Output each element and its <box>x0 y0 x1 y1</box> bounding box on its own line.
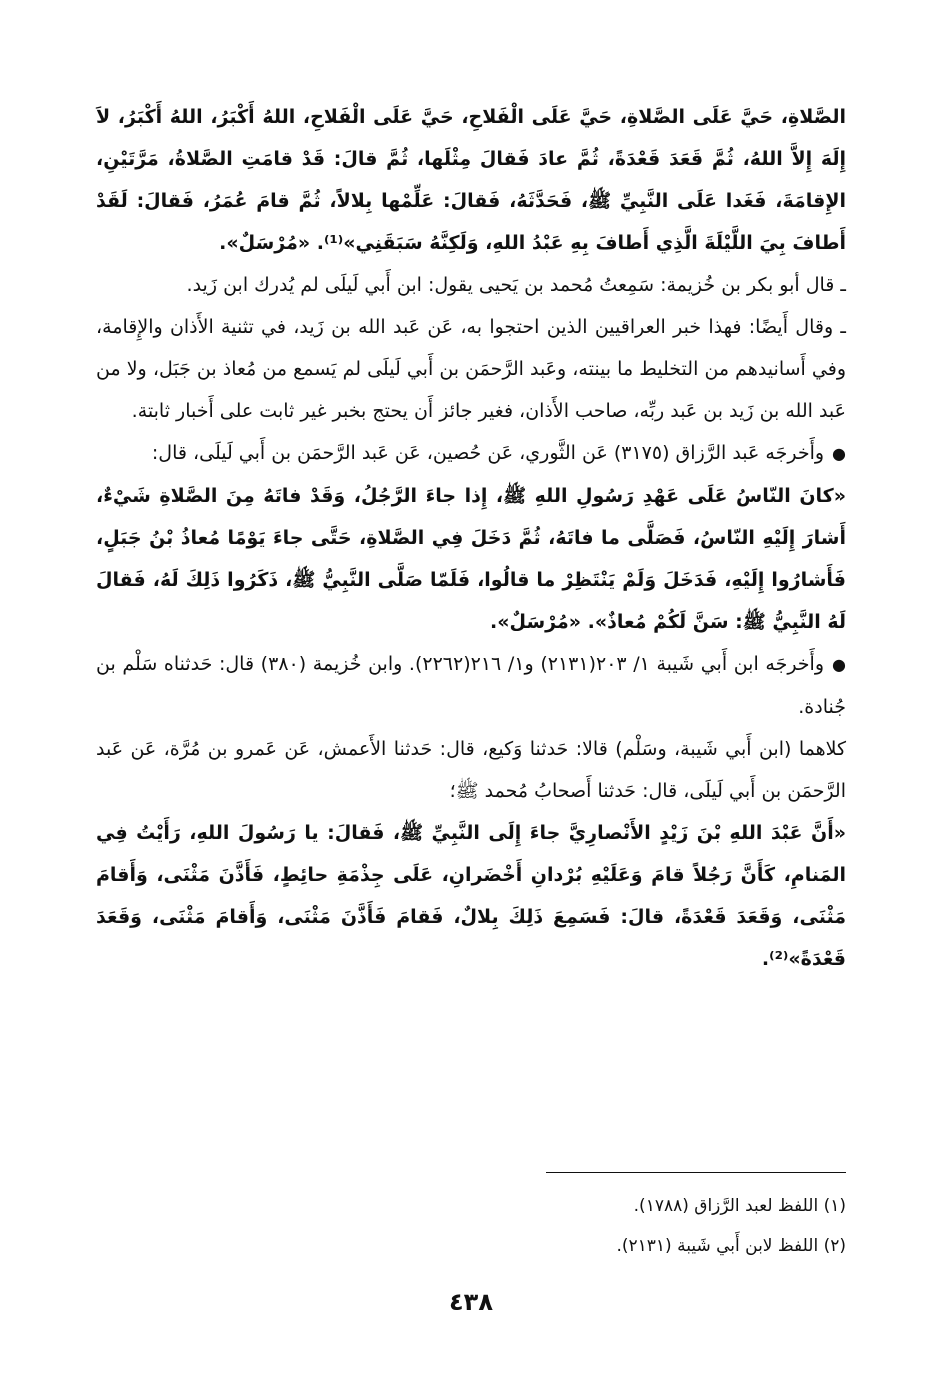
takhrij-abd-al-razzaq-text: وأَخرجَه عَبد الرَّزاق (٣١٧٥) عَن الثَّوري، عَن حُصين، عَن عَبد الرَّحمَن بن أَبي لَيلَى، قال: <box>151 442 825 464</box>
footnotes <box>96 1186 846 1266</box>
takhrij-abd-al-razzaq <box>96 432 846 475</box>
footnote-2: (٢) اللفظ لابن أَبي شَيبة (٢١٣١). <box>616 1236 846 1256</box>
footnote-1: (١) اللفظ لعبد الرَّزاق (١٧٨٨). <box>633 1196 846 1216</box>
hadith-text-continuation: الصَّلاةِ، حَيَّ عَلَى الصَّلاةِ، حَيَّ عَلَى الْفَلاحِ، حَيَّ عَلَى الْفَلاحِ، اللهُ أَكْبَرُ، اللهُ أَكْبَرُ، لاَ إِلَهَ إِلاَّ اللهُ، ثُمَّ قَعَدَ قَعْدَةً، ثُمَّ عادَ فَقالَ مِثْلَها، ثُمَّ قالَ: قَدْ قامَتِ الصَّلاةُ، مَرَّتَيْنِ، الإِقامَةَ، فَغَدا عَلَى النَّبِيِّ ﷺ، فَحَدَّثَهُ، فَقالَ: عَلِّمْها بِلالاً، ثُمَّ قامَ عُمَرُ، فَقالَ: لَقَدْ أَطافَ بِيَ اللَّيْلَةَ الَّذِي أَطافَ بِهِ عَبْدُ اللهِ، وَلَكِنَّهُ سَبَقَنِي»⁽¹⁾. «مُرْسَلٌ». <box>96 106 846 254</box>
page-number: ٤٣٨ <box>449 1288 493 1316</box>
page-body <box>96 96 846 980</box>
isnad-text: كلاهما (ابن أَبي شَيبة، وسَلْم) قالا: حَدثنا وَكيع، قال: حَدثنا الأَعمش، عَن عَمرو بن مُرَّة، عَن عَبد الرَّحمَن بن أَبي لَيلَى، قال: حَدثنا أَصحابُ مُحمد ﷺ؛ <box>96 738 846 802</box>
footnote-divider <box>546 1172 846 1173</box>
commentary-ibn-khuzaymah-1: ـ قال أبو بكر بن خُزيمة: سَمِعتُ مُحمد بن يَحيى يقول: ابن أَبي لَيلَى لم يُدرك ابن زَيد. <box>186 274 846 296</box>
commentary-ibn-khuzaymah-2: ـ وقال أَيضًا: فهذا خبر العراقيين الذين احتجوا به، عَن عَبد الله بن زَيد، في تثنية الأَذان والإِقامة، وفي أَسانيدهم من التخليط ما بينته، وعَبد الرَّحمَن بن أَبي لَيلَى لم يَسمع من مُعاذ بن جَبَل، ولا من عَبد الله بن زَيد بن عَبد ربِّه، صاحب الأَذان، فغير جائز أَن يحتج بخبر غير ثابت على أَخبار ثابتة. <box>96 316 846 422</box>
takhrij-ibn-abi-shaybah <box>96 643 846 728</box>
takhrij-ibn-abi-shaybah-text: وأَخرجَه ابن أَبي شَيبة ١/ ٢٠٣(٢١٣١) و١/ ٢١٦(٢٢٦٢). وابن خُزيمة (٣٨٠) قال: حَدثناه سَلْم بن جُنادة. <box>96 653 846 718</box>
bullet-icon: ● <box>832 655 846 674</box>
bullet-icon: ● <box>832 444 846 463</box>
hadith-text-muadh: «كانَ النّاسُ عَلَى عَهْدِ رَسُولِ اللهِ ﷺ، إِذا جاءَ الرَّجُلُ، وَقَدْ فاتَهُ مِنَ الصَّلاةِ شَيْءٌ، أَشارَ إِلَيْهِ النّاسُ، فَصَلَّى ما فاتَهُ، ثُمَّ دَخَلَ فِي الصَّلاةِ، حَتَّى جاءَ يَوْمًا مُعاذُ بْنُ جَبَلٍ، فَأَشارُوا إِلَيْهِ، فَدَخَلَ وَلَمْ يَنْتَظِرْ ما قالُوا، فَلَمّا صَلَّى النَّبِيُّ ﷺ، ذَكَرُوا ذَلِكَ لَهُ، فَقالَ لَهُ النَّبِيُّ ﷺ: سَنَّ لَكُمْ مُعاذٌ». «مُرْسَلٌ». <box>96 485 846 633</box>
hadith-text-abdullah-ibn-zayd: «أَنَّ عَبْدَ اللهِ بْنَ زَيْدٍ الأَنْصارِيَّ جاءَ إِلَى النَّبِيِّ ﷺ، فَقالَ: يا رَسُولَ اللهِ، رَأَيْتُ فِي المَنامِ، كَأَنَّ رَجُلاً قامَ وَعَلَيْهِ بُرْدانِ أَخْضَرانِ، عَلَى جِذْمَةِ حائِطٍ، فَأَذَّنَ مَثْنَى، وَأَقامَ مَثْنَى، وَقَعَدَ قَعْدَةً، قالَ: فَسَمِعَ ذَلِكَ بِلالٌ، فَقامَ فَأَذَّنَ مَثْنَى، وَأَقامَ مَثْنَى، وَقَعَدَ قَعْدَةً»⁽²⁾. <box>96 822 846 970</box>
